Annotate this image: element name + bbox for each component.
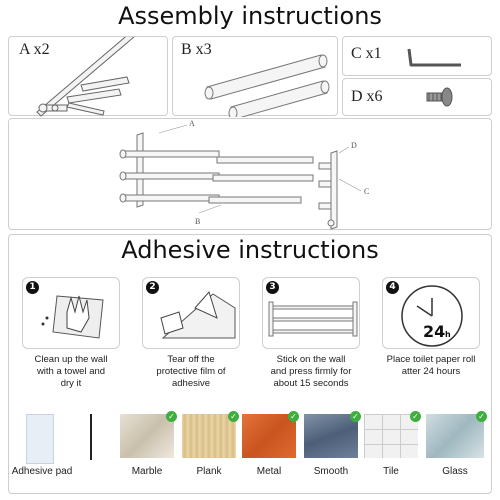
check-icon: ✓: [288, 411, 299, 422]
callout-c: C: [364, 187, 370, 196]
callout-d: D: [351, 141, 357, 150]
step-1-number: 1: [26, 281, 39, 294]
metal-swatch: [242, 414, 296, 458]
check-icon: ✓: [350, 411, 361, 422]
check-icon: ✓: [228, 411, 239, 422]
step-3-text: [252, 354, 370, 390]
step-3-line-2: and press firmly for: [270, 366, 352, 377]
part-b-label: B x3: [181, 41, 212, 58]
step-2-number: 2: [146, 281, 159, 294]
part-d-panel: [342, 78, 492, 116]
part-a-label: A x2: [19, 41, 50, 58]
check-icon: ✓: [476, 411, 487, 422]
part-a-panel: [8, 36, 168, 116]
tile-label: Tile: [383, 466, 399, 477]
step-3-line-1: Stick on the wall: [276, 354, 346, 365]
bar-drawing: [173, 37, 339, 117]
callout-a: A: [189, 119, 195, 128]
glass-swatch: [426, 414, 484, 458]
bracket-drawing: [9, 37, 169, 117]
step-4-text: [372, 354, 490, 378]
marble-swatch: [120, 414, 174, 458]
smooth-label: Smooth: [313, 466, 349, 477]
step-3-box: [262, 277, 360, 349]
step-1-line-3: dry it: [60, 378, 82, 389]
step-3-number: 3: [266, 281, 279, 294]
peel-film-icon: [143, 278, 241, 350]
step-4-line-1: Place toilet paper roll: [386, 354, 476, 365]
part-c-panel: [342, 36, 492, 76]
step-2-line-3: adhesive: [171, 378, 211, 389]
step-1-line-1: Clean up the wall: [34, 354, 108, 365]
part-d-label: D x6: [351, 88, 383, 105]
marble-label: Marble: [131, 466, 163, 477]
check-icon: ✓: [410, 411, 421, 422]
metal-label: Metal: [256, 466, 282, 477]
step-1-line-2: with a towel and: [36, 366, 106, 377]
adhesive-pad-label: Adhesive pad: [11, 466, 73, 477]
towel-wipe-icon: [23, 278, 121, 350]
step-2-line-2: protective film of: [156, 366, 226, 377]
step-2-text: [132, 354, 250, 390]
part-c-label: C x1: [351, 45, 382, 62]
screw-icon: [343, 79, 493, 117]
smooth-swatch: [304, 414, 358, 458]
glass-label: Glass: [442, 466, 468, 477]
part-b-panel: [172, 36, 338, 116]
tile-swatch: [364, 414, 418, 458]
assembly-title: Assembly instructions: [118, 2, 382, 30]
step-4-line-2: atter 24 hours: [401, 366, 461, 377]
step-2-box: [142, 277, 240, 349]
clock-unit: h: [445, 330, 451, 339]
step-4-box: [382, 277, 480, 349]
step-1-box: [22, 277, 120, 349]
step-4-number: 4: [386, 281, 399, 294]
hex-key-icon: [343, 37, 493, 77]
step-3-line-3: about 15 seconds: [273, 378, 349, 389]
adhesive-pad-swatch: [26, 414, 54, 464]
plank-label: Plank: [196, 466, 222, 477]
callout-b: B: [195, 217, 201, 226]
divider-line: [90, 414, 92, 460]
adhesive-title: Adhesive instructions: [121, 236, 379, 264]
plank-swatch: [182, 414, 236, 458]
check-icon: ✓: [166, 411, 177, 422]
rack-on-wall-icon: [263, 278, 361, 350]
assembly-diagram-panel: [8, 118, 492, 230]
step-1-text: [12, 354, 130, 390]
assembly-diagram: [9, 119, 493, 231]
step-2-line-1: Tear off the: [167, 354, 215, 365]
clock-number: 24: [423, 322, 446, 341]
